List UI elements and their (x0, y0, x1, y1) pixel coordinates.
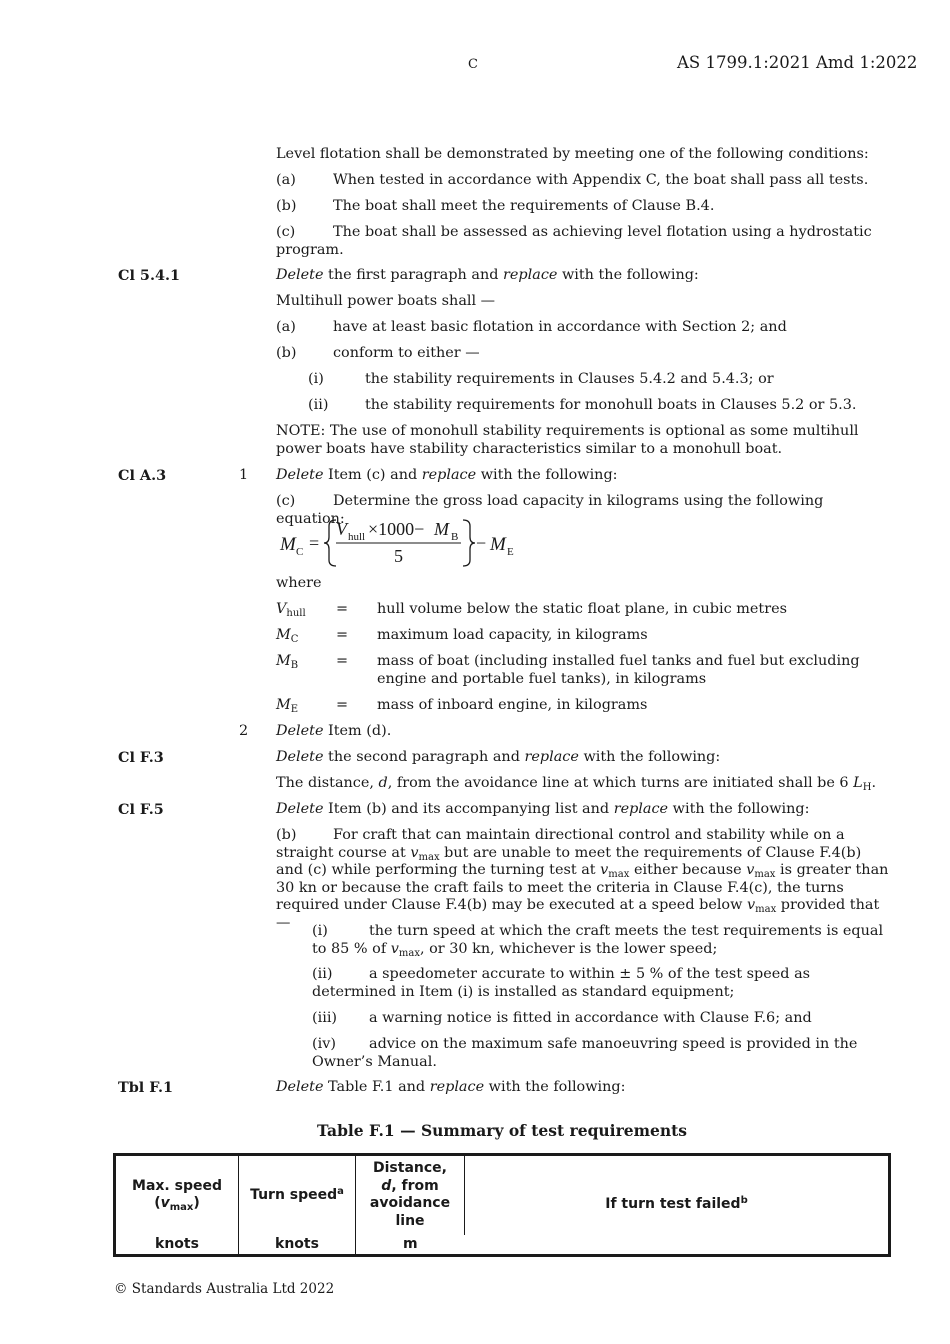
footnote-ref: b (740, 1195, 748, 1207)
text: Distance, (373, 1160, 447, 1177)
formula-me: M (490, 534, 506, 555)
formula-lhs-sub: C (296, 546, 304, 558)
def-equals: = (336, 601, 349, 617)
def-symbol (276, 601, 306, 619)
text: , from avoidance line (369, 1177, 451, 1229)
symbol: L (853, 775, 863, 791)
list-item (312, 1010, 891, 1028)
symbol-sub: max (755, 904, 777, 915)
col-header-turn-speed (239, 1155, 356, 1235)
list-item (276, 224, 891, 259)
symbol-sub: H (862, 782, 872, 793)
text: ) (193, 1195, 200, 1212)
clause-label-tbl-f-1: Tbl F.1 (118, 1079, 174, 1096)
item-text: the stability requirements for monohull boats in Clauses 5.2 or 5.3. (365, 397, 857, 413)
symbol: v (600, 862, 609, 878)
unit-turn-speed: knots (239, 1235, 356, 1256)
item-mark: (i) (312, 923, 328, 939)
left-brace (324, 520, 336, 566)
formula-minus: − (476, 533, 487, 553)
list-item (308, 371, 891, 389)
list-item (276, 345, 891, 363)
text: but are unable to meet the requirements of Clause F.4(b) and (c) while performing the turning test at (276, 844, 862, 878)
page-number: C (468, 57, 478, 72)
test-requirements-table (113, 1153, 891, 1257)
instruction-text: with the following: (668, 801, 810, 817)
text: is greater than 30 kn or because the craft fails to meet the criteria in Clause F.4(c), the turns required under Clause F.4(b) may be executed at a speed below (276, 862, 889, 913)
def-symbol (276, 697, 298, 715)
unit-distance: m (402, 1235, 418, 1252)
item-text: The boat shall meet the requirements of Clause B.4. (333, 198, 715, 214)
delete-word: Delete (276, 1079, 324, 1095)
instruction-text: Table F.1 and (323, 1079, 430, 1095)
item-mark: (b) (276, 198, 297, 214)
instruction-text: Item (c) and (323, 467, 422, 483)
text: Max. speed (132, 1177, 222, 1194)
load-capacity-formula (278, 515, 538, 571)
formula-num-mid: ×1000− (368, 519, 425, 539)
symbol-sub: max (169, 1202, 194, 1214)
text: the turn speed at which the craft meets the test requirements is equal to 85 % of (312, 923, 884, 957)
delete-word: Delete (276, 749, 324, 765)
instruction (276, 267, 891, 285)
item-text: the stability requirements in Clauses 5.4.2 and 5.4.3; or (365, 371, 774, 387)
delete-word: Delete (276, 467, 324, 483)
item-mark: (ii) (312, 966, 333, 982)
item-mark: (a) (276, 172, 296, 188)
list-item (276, 198, 891, 216)
formula-v: V (336, 519, 347, 539)
right-brace (463, 520, 475, 566)
paragraph: Multihull power boats shall — (276, 293, 496, 309)
item-mark: (c) (276, 493, 296, 509)
def-symbol (276, 627, 298, 645)
instruction-text: Item (d). (323, 723, 392, 739)
instruction (276, 801, 891, 819)
instruction-text: the second paragraph and (323, 749, 525, 765)
item-mark: (b) (276, 345, 297, 361)
col-header-distance (356, 1155, 465, 1235)
symbol-sub: hull (286, 608, 306, 619)
symbol-sub: E (290, 704, 299, 715)
symbol-sub: C (290, 634, 299, 645)
instruction-text: with the following: (476, 467, 618, 483)
clause-label-f-3: Cl F.3 (118, 749, 164, 766)
where-label: where (276, 575, 322, 591)
text: provided that — (276, 897, 880, 931)
item-mark: (b) (276, 827, 297, 843)
def-equals: = (336, 627, 349, 643)
def-equals: = (336, 697, 349, 713)
symbol: v (410, 844, 419, 861)
symbol: d (381, 1177, 392, 1194)
note: NOTE: The use of monohull stability requirements is optional as some multihull power boats have stability characteristics similar to a monohull boat. (276, 423, 859, 457)
instruction (276, 749, 891, 767)
item-number: 1 (239, 467, 249, 483)
replace-word: replace (429, 1079, 485, 1095)
table-title: Table F.1 — Summary of test requirements (316, 1121, 688, 1140)
item-text: conform to either — (333, 345, 480, 361)
symbol: v (747, 897, 756, 913)
list-item (276, 172, 891, 190)
formula-equals: = (309, 533, 320, 553)
clause-label-f-5: Cl F.5 (118, 801, 164, 818)
list-item (312, 923, 891, 958)
item-text: When tested in accordance with Appendix C, the boat shall pass all tests. (333, 172, 869, 188)
symbol: d (378, 775, 388, 791)
delete-word: Delete (276, 801, 324, 817)
def-text: maximum load capacity, in kilograms (377, 627, 648, 643)
copyright-footer: © Standards Australia Ltd 2022 (114, 1281, 335, 1297)
symbol-sub: max (608, 869, 630, 880)
symbol: M (276, 627, 291, 643)
footnote-ref: a (337, 1185, 344, 1197)
standard-designation: AS 1799.1:2021 Amd 1:2022 (677, 53, 918, 72)
clause-label-a-3: Cl A.3 (118, 467, 167, 484)
delete-word: Delete (276, 723, 324, 739)
symbol-sub: max (754, 869, 776, 880)
item-mark: (c) (276, 224, 296, 240)
item-mark: (i) (308, 371, 324, 387)
instruction-text: the first paragraph and (323, 267, 504, 283)
symbol-sub: max (398, 947, 420, 959)
list-item (308, 397, 891, 415)
delete-word: Delete (276, 267, 324, 283)
formula-v-sub: hull (348, 531, 366, 543)
item-text: The boat shall be assessed as achieving level flotation using a hydrostatic program. (276, 224, 872, 258)
col-header-turn-test-failed (465, 1155, 890, 1256)
list-item (312, 1036, 891, 1071)
symbol-sub: max (418, 851, 440, 863)
def-symbol (276, 653, 298, 671)
formula-mb: M (434, 519, 449, 539)
text: advice on the maximum safe manoeuvring speed is provided in the Owner’s Manual. (312, 1036, 858, 1070)
instruction-text: with the following: (557, 267, 699, 283)
formula-mb-sub: B (451, 531, 459, 543)
text: ( (154, 1195, 161, 1212)
item-mark: (ii) (308, 397, 329, 413)
replace-word: replace (613, 801, 669, 817)
list-item (312, 966, 891, 1001)
instruction-text: with the following: (484, 1079, 626, 1095)
text: , or 30 kn, whichever is the lower speed; (419, 940, 718, 957)
instruction (276, 723, 891, 741)
instruction (276, 1079, 891, 1097)
text: The distance, (276, 775, 379, 791)
col-header-max-speed (115, 1155, 239, 1235)
item-text: Determine the gross load capacity in kilograms using the following equation: (276, 493, 824, 527)
text: either because (629, 862, 747, 878)
def-text: mass of inboard engine, in kilograms (377, 697, 648, 713)
instruction-text: with the following: (578, 749, 721, 765)
symbol: V (276, 601, 287, 617)
formula-lhs: M (280, 534, 296, 555)
text: For craft that can maintain directional control and stability while on a straight course at (276, 827, 845, 861)
def-text: hull volume below the static float plane, in cubic metres (377, 601, 787, 617)
instruction (276, 467, 891, 485)
unit-max-speed: knots (115, 1235, 239, 1256)
replace-word: replace (421, 467, 477, 483)
list-item (276, 827, 891, 932)
symbol-sub: B (290, 660, 299, 671)
formula-me-sub: E (507, 546, 514, 558)
list-item (276, 319, 891, 337)
replace-word: replace (503, 267, 558, 283)
item-number: 2 (239, 723, 249, 739)
text: , from the avoidance line at which turns are initiated shall be 6 (387, 775, 854, 791)
item-mark: (iii) (312, 1010, 338, 1026)
symbol: M (276, 697, 291, 713)
symbol: v (390, 940, 399, 957)
item-mark: (iv) (312, 1036, 336, 1052)
formula-denominator: 5 (394, 546, 403, 566)
text: If turn test failed (605, 1196, 741, 1213)
symbol: M (276, 653, 291, 669)
paragraph (276, 775, 891, 793)
symbol: v (160, 1195, 170, 1212)
table-header-row (115, 1155, 890, 1235)
text: a warning notice is fitted in accordance with Clause F.6; and (369, 1010, 812, 1026)
clause-label-5-4-1: Cl 5.4.1 (118, 267, 180, 284)
item-text: have at least basic flotation in accordance with Section 2; and (333, 319, 787, 335)
text: a speedometer accurate to within ± 5 % of the test speed as determined in Item (i) is installed as standard equipment; (312, 966, 811, 1000)
intro-lead: Level flotation shall be demonstrated by meeting one of the following conditions: (276, 146, 869, 162)
text: . (871, 775, 877, 791)
def-equals: = (336, 653, 349, 669)
item-mark: (a) (276, 319, 296, 335)
text: Turn speed (250, 1186, 338, 1203)
def-text: mass of boat (including installed fuel tanks and fuel but excluding engine and portable fuel tanks), in kilograms (377, 653, 860, 687)
replace-word: replace (524, 749, 579, 765)
symbol: v (746, 862, 755, 878)
instruction-text: Item (b) and its accompanying list and (323, 801, 614, 817)
